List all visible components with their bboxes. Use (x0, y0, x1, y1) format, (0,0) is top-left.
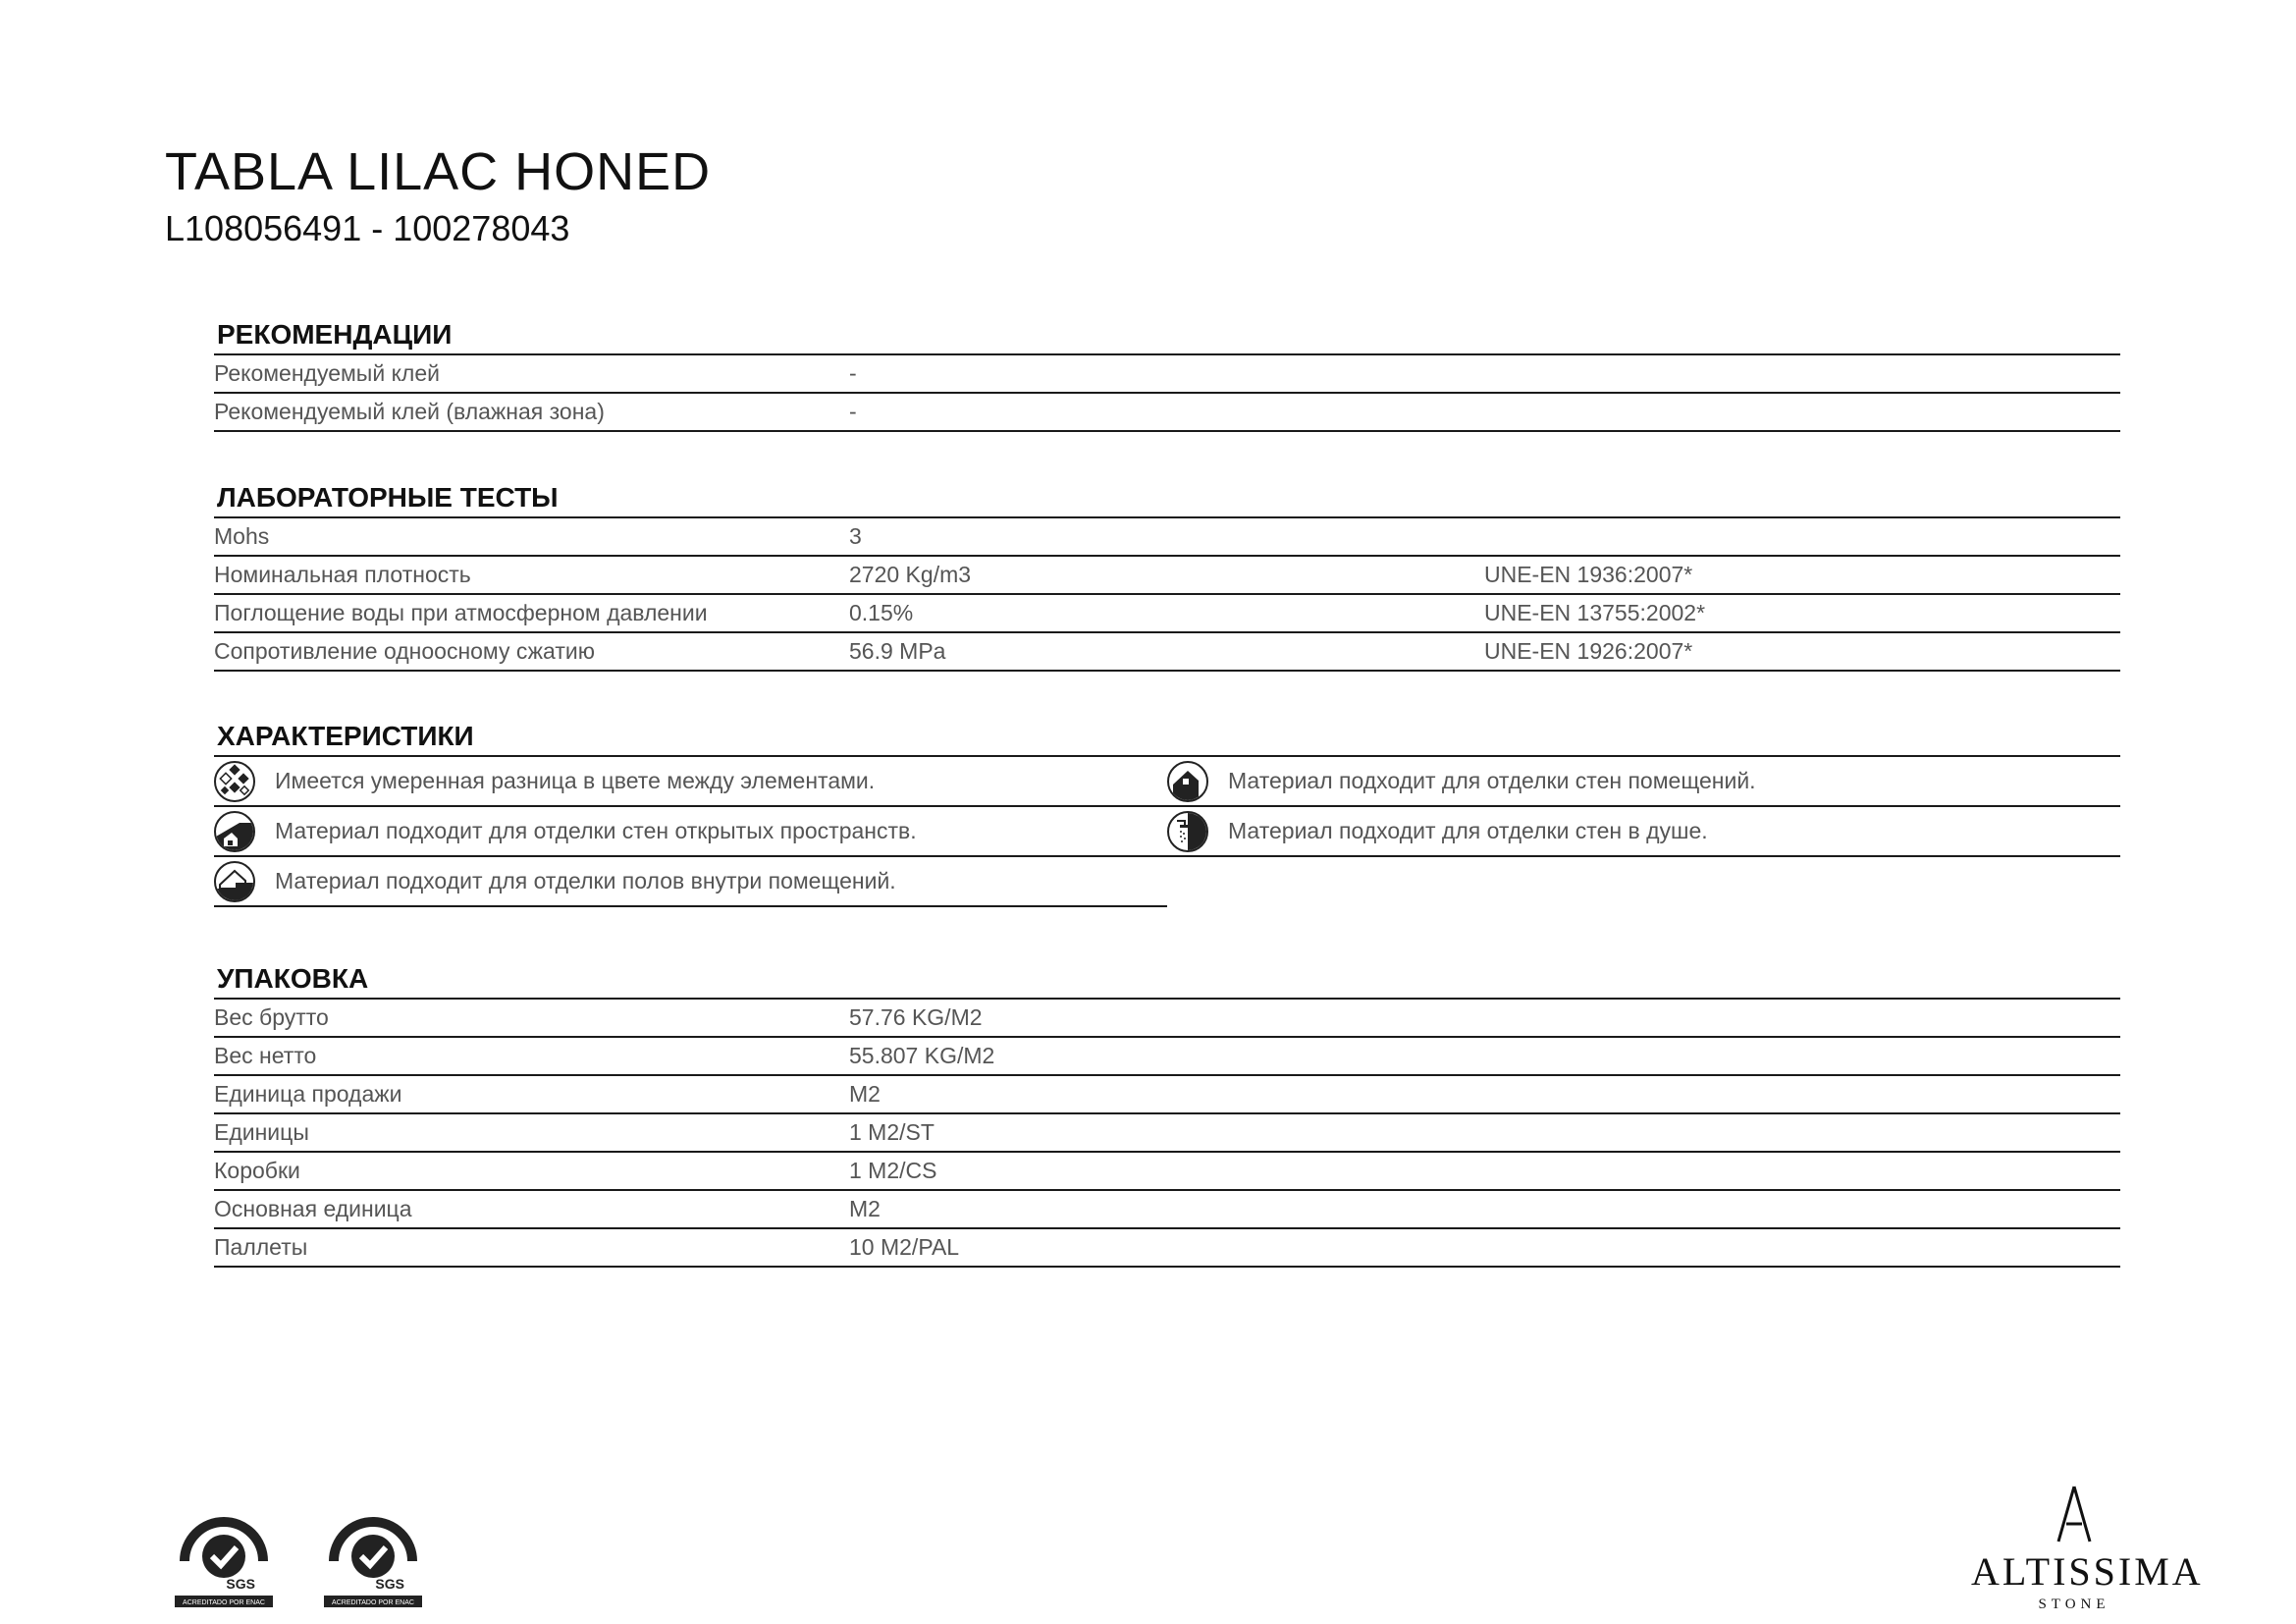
recommendations-heading: РЕКОМЕНДАЦИИ (214, 316, 2120, 355)
row-norm (1484, 394, 2120, 430)
brand-logo (1971, 1485, 2204, 1613)
row-label: Mohs (214, 523, 270, 549)
row-label: Основная единица (214, 1196, 412, 1221)
characteristics-heading: ХАРАКТЕРИСТИКИ (214, 718, 2120, 757)
table-row (214, 1000, 2120, 1038)
row-label: Коробки (214, 1158, 300, 1183)
table-row (214, 1229, 2120, 1268)
characteristic-item (1167, 807, 2120, 857)
iso-14001-cert-icon (175, 1502, 273, 1610)
exterior-wall-icon (214, 811, 255, 852)
lab-tests-section (214, 479, 2120, 672)
brand-sub: STONE (2038, 1597, 2110, 1612)
characteristic-text: Материал подходит для отделки полов внутри помещений. (275, 868, 896, 893)
row-norm (1484, 1076, 2120, 1112)
recommendations-section (214, 316, 2120, 432)
row-label: Единица продажи (214, 1081, 402, 1107)
table-row (214, 394, 2120, 432)
row-norm: UNE-EN 1926:2007* (1484, 638, 1693, 664)
row-norm (1484, 355, 2120, 392)
row-value: 10 M2/PAL (849, 1234, 960, 1260)
characteristic-text: Материал подходит для отделки стен помещений. (1228, 768, 1756, 793)
svg-text:ACREDITADO POR ENAC: ACREDITADO POR ENAC (332, 1599, 414, 1606)
altissima-logo-icon (2045, 1485, 2104, 1543)
table-row (214, 1191, 2120, 1229)
row-label: Вес нетто (214, 1043, 317, 1068)
interior-floor-icon (214, 861, 255, 902)
color-variation-icon (214, 761, 255, 802)
row-value: 0.15% (849, 600, 914, 625)
table-row (214, 1114, 2120, 1153)
row-value: 1 M2/CS (849, 1158, 937, 1183)
characteristic-item (214, 807, 1167, 857)
row-value: - (849, 360, 857, 386)
table-row (214, 1038, 2120, 1076)
row-label: Паллеты (214, 1234, 308, 1260)
row-value: 1 M2/ST (849, 1119, 934, 1145)
row-value: 55.807 KG/M2 (849, 1043, 995, 1068)
row-value: M2 (849, 1081, 881, 1107)
product-code: L108056491 - 100278043 (165, 208, 570, 248)
row-norm (1484, 1153, 2120, 1189)
row-label: Вес брутто (214, 1004, 329, 1030)
characteristic-text: Материал подходит для отделки стен открытых пространств. (275, 818, 917, 843)
row-norm: UNE-EN 1936:2007* (1484, 562, 1693, 587)
svg-text:ACREDITADO POR ENAC: ACREDITADO POR ENAC (183, 1599, 265, 1606)
table-row (214, 355, 2120, 394)
lab-tests-heading: ЛАБОРАТОРНЫЕ ТЕСТЫ (214, 479, 2120, 518)
row-norm (1484, 1229, 2120, 1266)
characteristic-item (214, 857, 1167, 907)
table-row (214, 1153, 2120, 1191)
svg-text:SGS: SGS (226, 1576, 255, 1592)
row-norm (1484, 1114, 2120, 1151)
characteristic-text: Имеется умеренная разница в цвете между элементами. (275, 768, 876, 793)
characteristic-item (1167, 757, 2120, 807)
packaging-heading: УПАКОВКА (214, 960, 2120, 1000)
brand-name: ALTISSIMA (1971, 1549, 2204, 1594)
row-value: 57.76 KG/M2 (849, 1004, 983, 1030)
row-value: M2 (849, 1196, 881, 1221)
row-label: Рекомендуемый клей (влажная зона) (214, 399, 605, 424)
row-norm (1484, 1038, 2120, 1074)
shower-wall-icon (1167, 811, 1208, 852)
table-row (214, 633, 2120, 672)
row-label: Рекомендуемый клей (214, 360, 440, 386)
row-label: Поглощение воды при атмосферном давлении (214, 600, 708, 625)
svg-text:SGS: SGS (375, 1576, 404, 1592)
row-norm (1484, 1000, 2120, 1036)
characteristic-text: Материал подходит для отделки стен в душе. (1228, 818, 1708, 843)
interior-wall-icon (1167, 761, 1208, 802)
row-value: - (849, 399, 857, 424)
packaging-section (214, 960, 2120, 1268)
characteristics-section (214, 718, 2120, 907)
row-value: 3 (849, 523, 862, 549)
row-label: Номинальная плотность (214, 562, 471, 587)
table-row (214, 1076, 2120, 1114)
product-title: TABLA LILAC HONED (165, 142, 712, 201)
row-value: 2720 Kg/m3 (849, 562, 972, 587)
table-row (214, 557, 2120, 595)
row-norm: UNE-EN 13755:2002* (1484, 600, 1706, 625)
table-row (214, 518, 2120, 557)
iso-9001-cert-icon (324, 1502, 422, 1610)
row-label: Сопротивление одноосному сжатию (214, 638, 595, 664)
row-norm (1484, 518, 2120, 555)
row-norm (1484, 1191, 2120, 1227)
characteristic-item (214, 757, 1167, 807)
row-label: Единицы (214, 1119, 309, 1145)
table-row (214, 595, 2120, 633)
row-value: 56.9 MPa (849, 638, 946, 664)
